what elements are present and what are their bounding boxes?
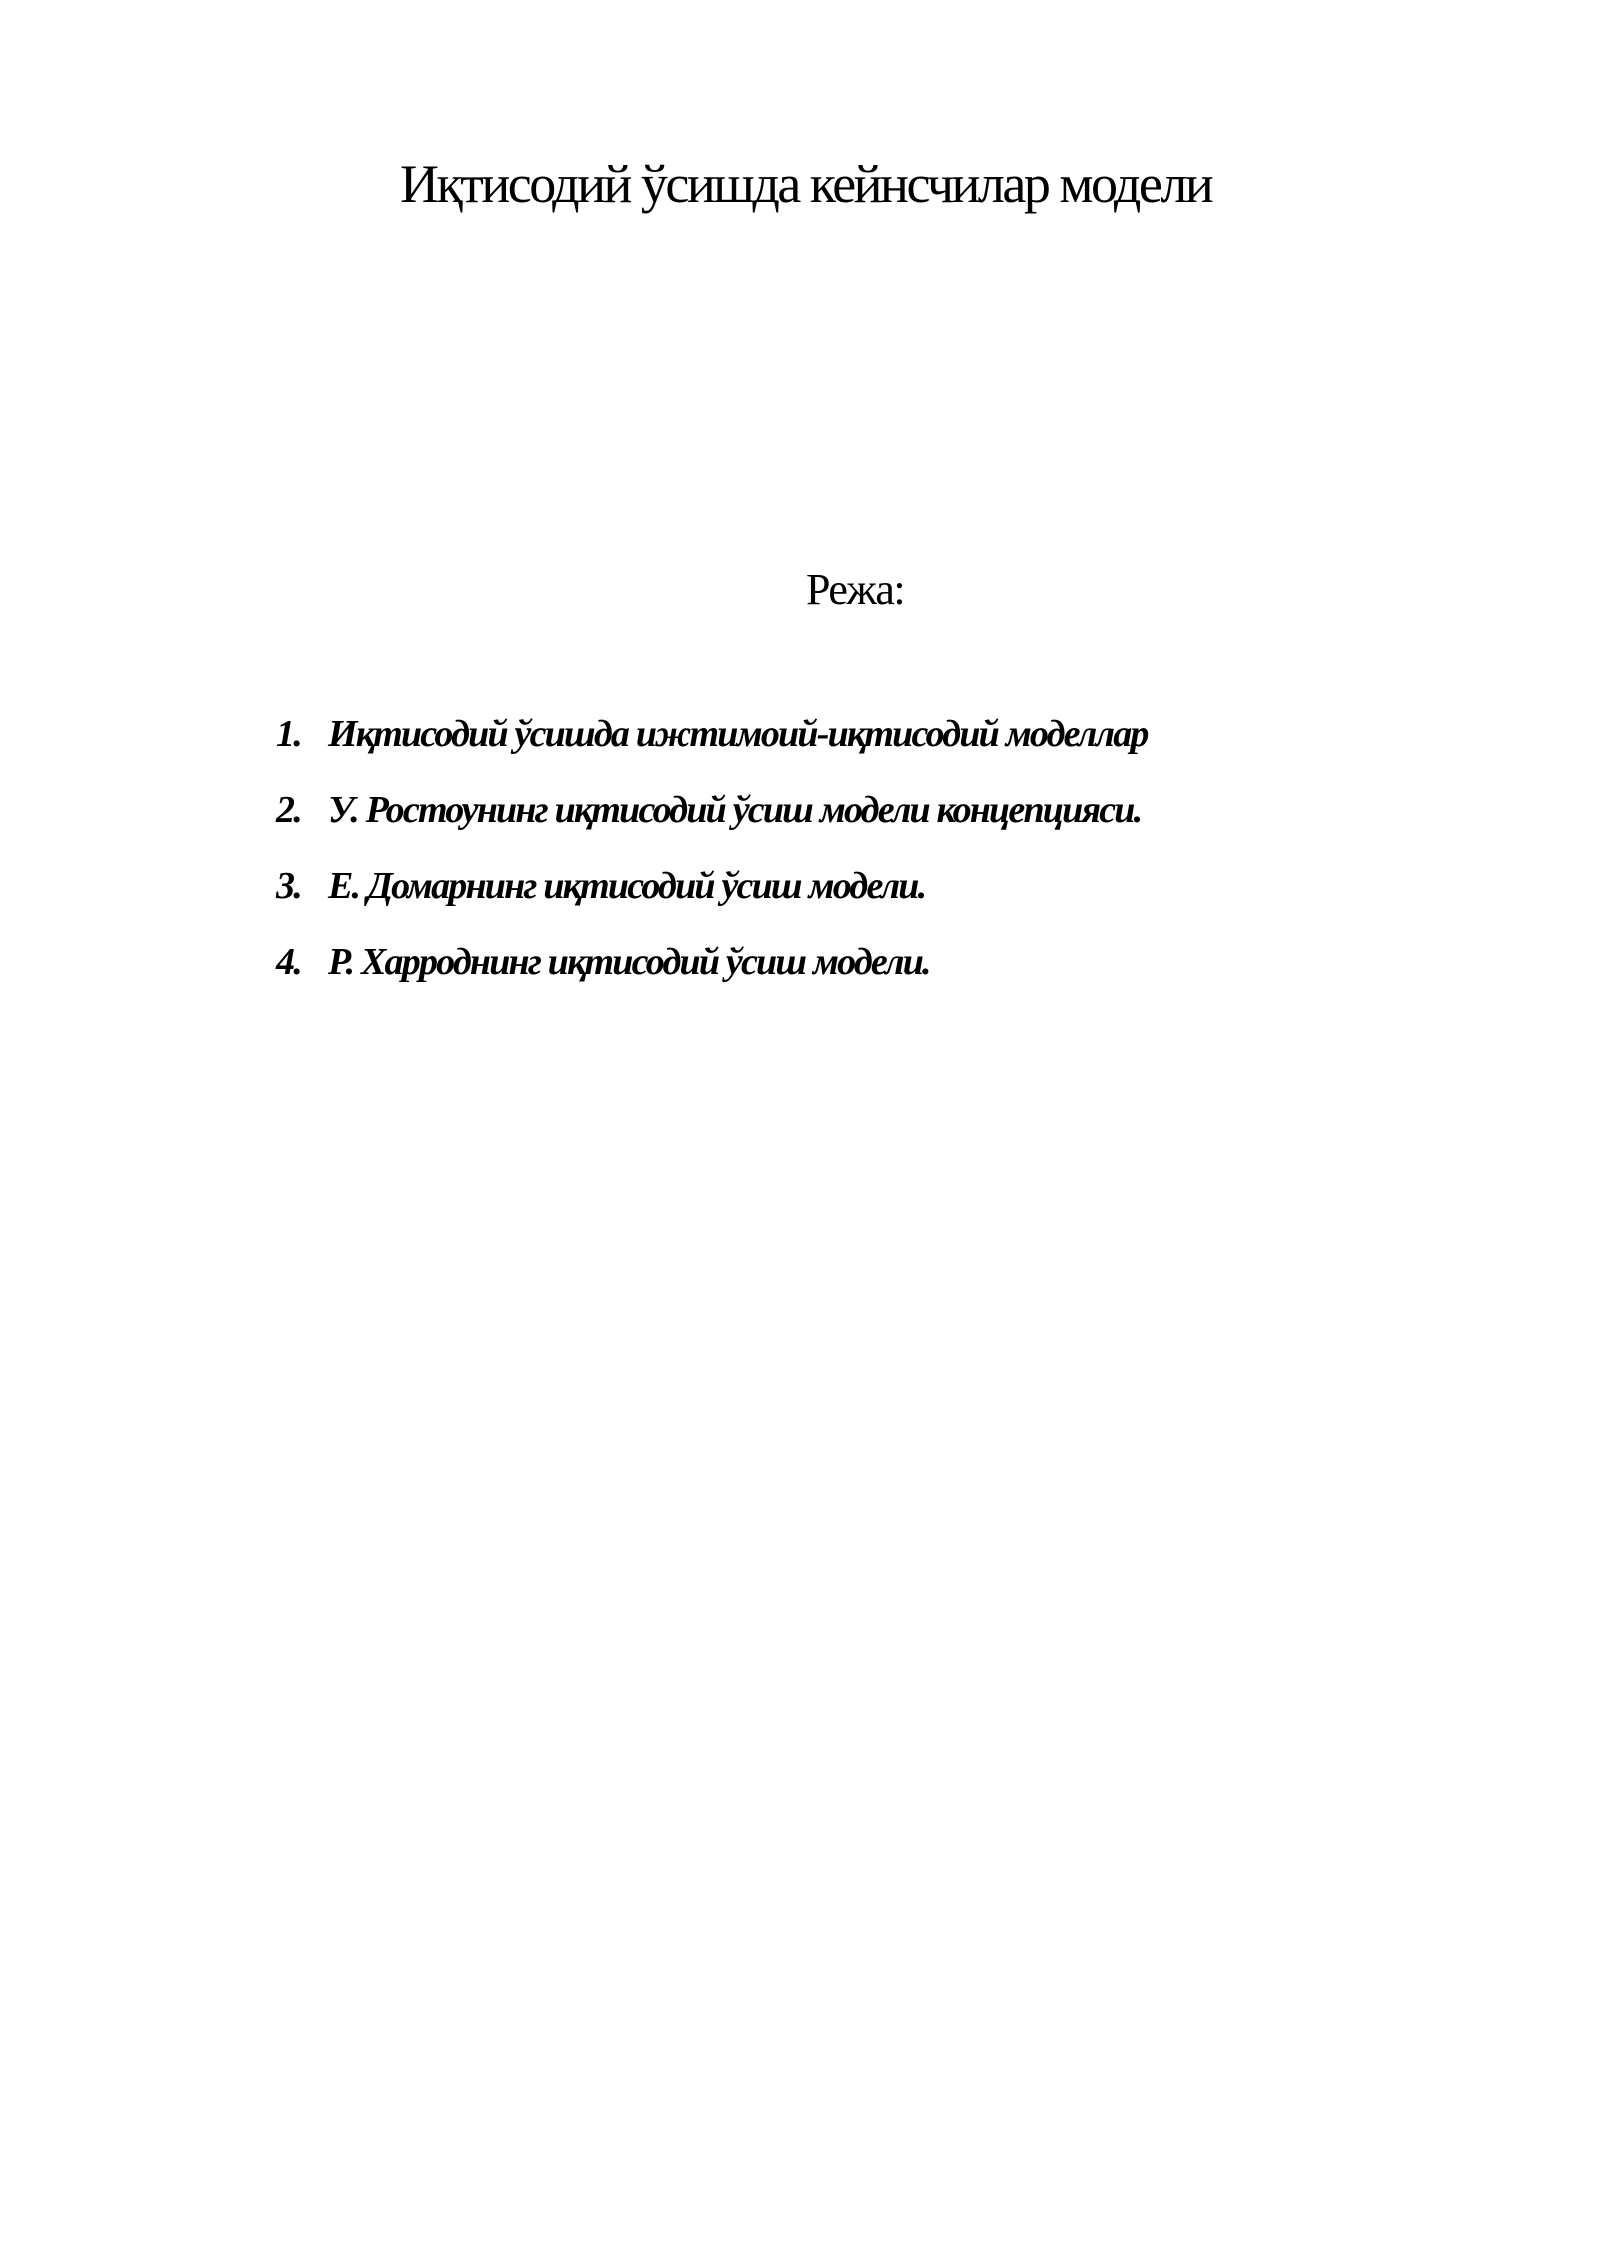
plan-item-text: Е. Домарнинг иқтисодий ўсиш модели.: [328, 865, 926, 907]
plan-item-4: [276, 940, 1148, 1016]
plan-item-text: У. Ростоунинг иқтисодий ўсиш модели концепцияси.: [328, 789, 1142, 831]
plan-item-2: [276, 788, 1148, 864]
document-title: Иқтисодий ўсишда кейнсчилар модели: [400, 154, 1212, 214]
plan-list: [276, 712, 1148, 1016]
plan-heading: Режа:: [806, 565, 905, 614]
plan-item-number: 2.: [276, 789, 301, 831]
plan-item-number: 4.: [276, 941, 301, 983]
plan-item-number: 3.: [276, 865, 301, 907]
plan-item-text: Иқтисодий ўсишда ижтимоий-иқтисодий моделлар: [328, 713, 1148, 755]
plan-item-3: [276, 864, 1148, 940]
plan-item-number: 1.: [276, 713, 301, 755]
plan-item-text: Р. Харроднинг иқтисодий ўсиш модели.: [328, 941, 930, 983]
plan-item-1: [276, 712, 1148, 788]
